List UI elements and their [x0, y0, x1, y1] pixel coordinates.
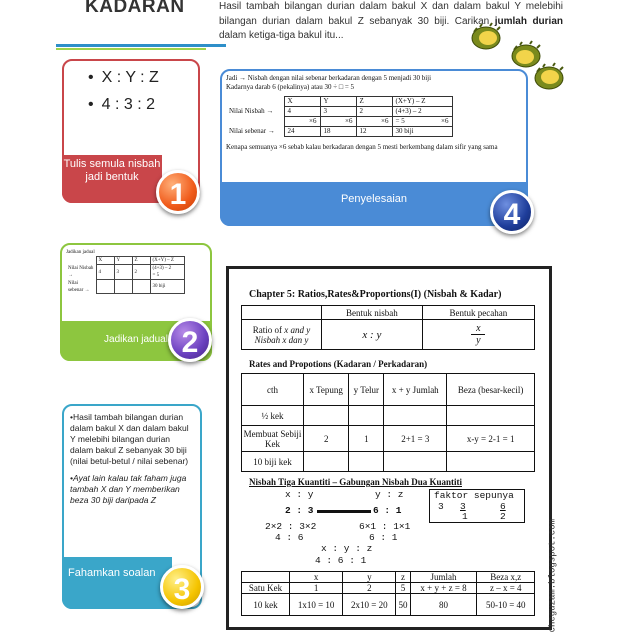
step4-caption: Penyelesaian	[220, 182, 528, 226]
intro-text: Hasil tambah bilangan durian dalam bakul X dan dalam bakul Y melebihi bilangan durian dalam bakul Z sebanyak 30 biji. Carikan jumlah durian dalam ketiga-tiga bakul itu...	[219, 1, 563, 41]
col-header: x	[290, 572, 343, 583]
table-cell: 3	[114, 265, 132, 280]
col-header: y Telur	[349, 374, 384, 406]
solution-line2: Kadarnya darab 6 (pekalinya) atau 30 ÷ □ = 5	[226, 83, 355, 91]
solution-line1: Jadi → Nisbah dengan nilai sebenar berkadaran dengan 5 menjadi 30 biji	[226, 74, 432, 82]
step4-card	[220, 69, 528, 226]
table-cell: 2	[356, 107, 392, 117]
section-heading: Nisbah Tiga Kuantiti – Gabungan Nisbah Dua Kuantiti	[249, 477, 462, 487]
step4-number-badge: 4	[490, 190, 534, 234]
solution-table	[226, 96, 453, 137]
handwritten-ratio: 6 : 1	[369, 532, 398, 543]
table-thumbnail	[66, 249, 208, 294]
col-header: Z	[132, 257, 150, 265]
combined-ratio-table	[241, 571, 535, 616]
row-label: Nilai Nisbah →	[229, 107, 274, 115]
connector-line	[317, 510, 371, 513]
step2-number-badge: 2	[168, 318, 212, 362]
col-header: X	[284, 97, 320, 107]
table-cell: Satu Kek	[242, 583, 290, 594]
col-header: Beza x,z	[477, 572, 535, 583]
handwritten-ratio: y : z	[375, 489, 404, 500]
step1-caption: Tulis semula nisbah jadi bentuk	[62, 155, 162, 203]
table-cell: 30 biji	[392, 127, 452, 137]
durian-icon	[533, 62, 565, 92]
col-header: z	[396, 572, 410, 583]
table-cell: 1x10 = 10	[290, 594, 343, 616]
col-header: y	[343, 572, 396, 583]
col-header: Jumlah	[410, 572, 477, 583]
ratio-bullets	[64, 61, 198, 114]
thumbnail-table	[66, 256, 185, 294]
multiplier: ×6	[320, 117, 356, 127]
table-cell: 50	[396, 594, 410, 616]
table-cell: 30 biji	[150, 280, 184, 294]
table-cell: 1	[349, 426, 384, 452]
bullet-item: • X : Y : Z	[88, 69, 198, 87]
table-cell	[447, 406, 535, 426]
handwritten-ratio: 4 : 6	[275, 532, 304, 543]
table-cell: 2	[132, 265, 150, 280]
col-header: Beza (besar-kecil)	[447, 374, 535, 406]
rates-table	[241, 373, 535, 472]
table-cell: 4	[96, 265, 114, 280]
table-cell	[447, 452, 535, 472]
col-header: X	[96, 257, 114, 265]
table-cell: z – x = 4	[477, 583, 535, 594]
table-cell	[384, 452, 447, 472]
table-cell: 2+1 = 3	[384, 426, 447, 452]
fraction-form: x y	[422, 320, 534, 350]
col-header: Bentuk pecahan	[422, 306, 534, 320]
multiplier: ×6	[356, 117, 392, 127]
table-cell: ½ kek	[242, 406, 304, 426]
table-cell: 18	[320, 127, 356, 137]
table-cell: 10 biji kek	[242, 452, 304, 472]
row-label: Ratio of x and y Nisbah x dan y	[242, 320, 322, 350]
table-cell: (4+3) – 2	[392, 107, 452, 117]
solution-line3: Kenapa semuanya ×6 sebab kalau berkadaran dengan 5 mesti berkembang dalam sifir yang sama	[226, 143, 498, 151]
col-header: x Tepung	[304, 374, 349, 406]
handwritten-ratio: x : y : z	[321, 543, 373, 554]
ratio-table	[241, 305, 535, 350]
col-header: Y	[320, 97, 356, 107]
chapter-title: Chapter 5: Ratios,Rates&Proportions(I) (Nisbah & Kadar)	[249, 289, 502, 300]
col-header: x + y Jumlah	[384, 374, 447, 406]
table-cell	[304, 406, 349, 426]
blog-watermark: cheguzam.blogspot.com	[547, 519, 557, 632]
understanding-point: •Hasil tambah bilangan durian dalam bakul X dan dalam bakul Y melebihi bilangan durian dalam bakul Z sebanyak 30 biji (nilai betul-betul / nilai sebenar)	[70, 412, 189, 466]
common-factor-box: faktor sepunya 3 3 6 1 2	[429, 489, 525, 523]
table-cell	[349, 406, 384, 426]
table-cell: 12	[356, 127, 392, 137]
table-cell: 50-10 = 40	[477, 594, 535, 616]
table-cell	[132, 280, 150, 294]
col-header: Bentuk nisbah	[322, 306, 423, 320]
row-label: Nilai Nisbah →	[68, 266, 94, 278]
handwritten-ratio: 6 : 1	[373, 505, 402, 516]
table-cell: 80	[410, 594, 477, 616]
col-header: (X+Y) – Z	[150, 257, 184, 265]
row-label: Nilai sebenar →	[68, 280, 90, 293]
table-cell	[349, 452, 384, 472]
solution-content	[226, 74, 524, 184]
table-cell: 10 kek	[242, 594, 290, 616]
step3-caption: Fahamkan soalan	[62, 557, 172, 609]
ratio-form: x : y	[322, 320, 423, 350]
table-cell: 2	[343, 583, 396, 594]
table-cell: (4+3) – 2 = 5	[150, 265, 184, 280]
table-cell: 2x10 = 20	[343, 594, 396, 616]
understanding-point: •Ayat lain kalau tak faham juga tambah X dan Y memberikan beza 30 biji daripada Z	[70, 473, 187, 505]
table-cell: x-y = 2-1 = 1	[447, 426, 535, 452]
table-cell: 5	[396, 583, 410, 594]
step2-caption: Jadikan jadual	[60, 321, 212, 361]
col-header: Y	[114, 257, 132, 265]
bullet-item: • 4 : 3 : 2	[88, 96, 198, 114]
row-label: Nilai sebenar →	[229, 127, 275, 135]
table-cell: x + y + z = 8	[410, 583, 477, 594]
col-header: Z	[356, 97, 392, 107]
table-cell	[114, 280, 132, 294]
table-cell: = 5 ×6	[392, 117, 452, 127]
step1-number-badge: 1	[156, 170, 200, 214]
handwritten-ratio: 4 : 6 : 1	[315, 555, 367, 566]
divider-bar	[56, 44, 226, 47]
handwritten-ratio: 2 : 3	[285, 505, 314, 516]
thumbnail-heading: Jadikan jadual	[66, 250, 95, 255]
multiplier: ×6	[284, 117, 320, 127]
handwritten-ratio: 6×1 : 1×1	[359, 521, 411, 532]
handwritten-ratio: x : y	[285, 489, 314, 500]
step3-number-badge: 3	[160, 565, 204, 609]
page-title: KADARAN	[85, 0, 185, 17]
reference-notes	[226, 266, 557, 632]
durian-icon	[470, 22, 502, 52]
table-cell	[96, 280, 114, 294]
handwritten-ratio: 2×2 : 3×2	[265, 521, 317, 532]
table-cell: 1	[290, 583, 343, 594]
col-header: cth	[242, 374, 304, 406]
table-cell	[304, 452, 349, 472]
section-heading: Rates and Propotions (Kadaran / Perkadaran)	[249, 359, 428, 369]
table-cell: Membuat Sebiji Kek	[242, 426, 304, 452]
table-cell: 24	[284, 127, 320, 137]
table-cell: 3	[320, 107, 356, 117]
table-cell	[384, 406, 447, 426]
table-cell: 2	[304, 426, 349, 452]
col-header: (X+Y) – Z	[392, 97, 452, 107]
divider-bar-green	[56, 48, 206, 50]
table-cell: 4	[284, 107, 320, 117]
